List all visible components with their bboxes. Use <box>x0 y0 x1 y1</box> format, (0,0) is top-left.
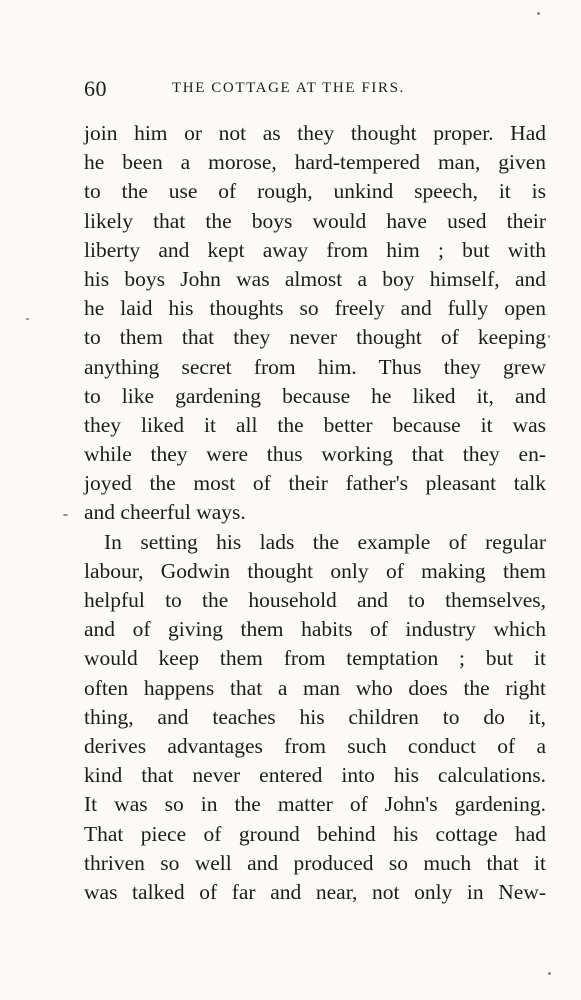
text-line: thriven so well and produced so much that it <box>84 850 546 875</box>
text-line: to them that they never thought of keeping <box>84 325 546 350</box>
text-line: was talked of far and near, not only in New- <box>84 879 546 904</box>
paper-speck <box>537 12 540 15</box>
text-line: anything secret from him. Thus they grew <box>84 354 546 379</box>
text-line: likely that the boys would have used their <box>84 208 546 233</box>
text-line: It was so in the matter of John's gardening. <box>84 792 546 817</box>
text-line: derives advantages from such conduct of a <box>84 733 546 758</box>
page-number: 60 <box>84 76 107 101</box>
text-line: thing, and teaches his children to do it, <box>84 704 546 729</box>
text-line: and of giving them habits of industry which <box>84 617 546 642</box>
text-line: while they were thus working that they en- <box>84 442 546 467</box>
text-line: joyed the most of their father's pleasant talk <box>84 471 546 496</box>
text-line: to the use of rough, unkind speech, it is <box>84 179 546 204</box>
paper-speck <box>26 318 29 320</box>
running-head <box>84 76 544 104</box>
text-line: That piece of ground behind his cottage had <box>84 821 546 846</box>
running-title: THE COTTAGE AT THE FIRS. <box>172 80 405 96</box>
text-line: he been a morose, hard-tempered man, given <box>84 150 546 175</box>
text-line: would keep them from temptation ; but it <box>84 646 546 671</box>
text-line: kind that never entered into his calculations. <box>84 763 546 788</box>
text-line: he laid his thoughts so freely and fully open <box>84 296 546 321</box>
text-line: they liked it all the better because it was <box>84 412 546 437</box>
paper-speck <box>548 335 550 338</box>
text-line: helpful to the household and to themselves, <box>84 588 546 612</box>
body-text <box>84 119 546 907</box>
text-line: his boys John was almost a boy himself, and <box>84 266 546 291</box>
text-line: to like gardening because he liked it, and <box>84 383 546 408</box>
paragraph-start-line: In setting his lads the example of regular <box>104 529 546 554</box>
paragraph-end-line: and cheerful ways. <box>84 500 246 525</box>
text-line: liberty and kept away from him ; but with <box>84 237 546 262</box>
text-line: often happens that a man who does the right <box>84 675 546 700</box>
text-line: labour, Godwin thought only of making them <box>84 558 546 583</box>
text-line: join him or not as they thought proper. Had <box>84 121 546 145</box>
paper-speck <box>548 972 551 975</box>
paper-speck <box>63 514 68 516</box>
